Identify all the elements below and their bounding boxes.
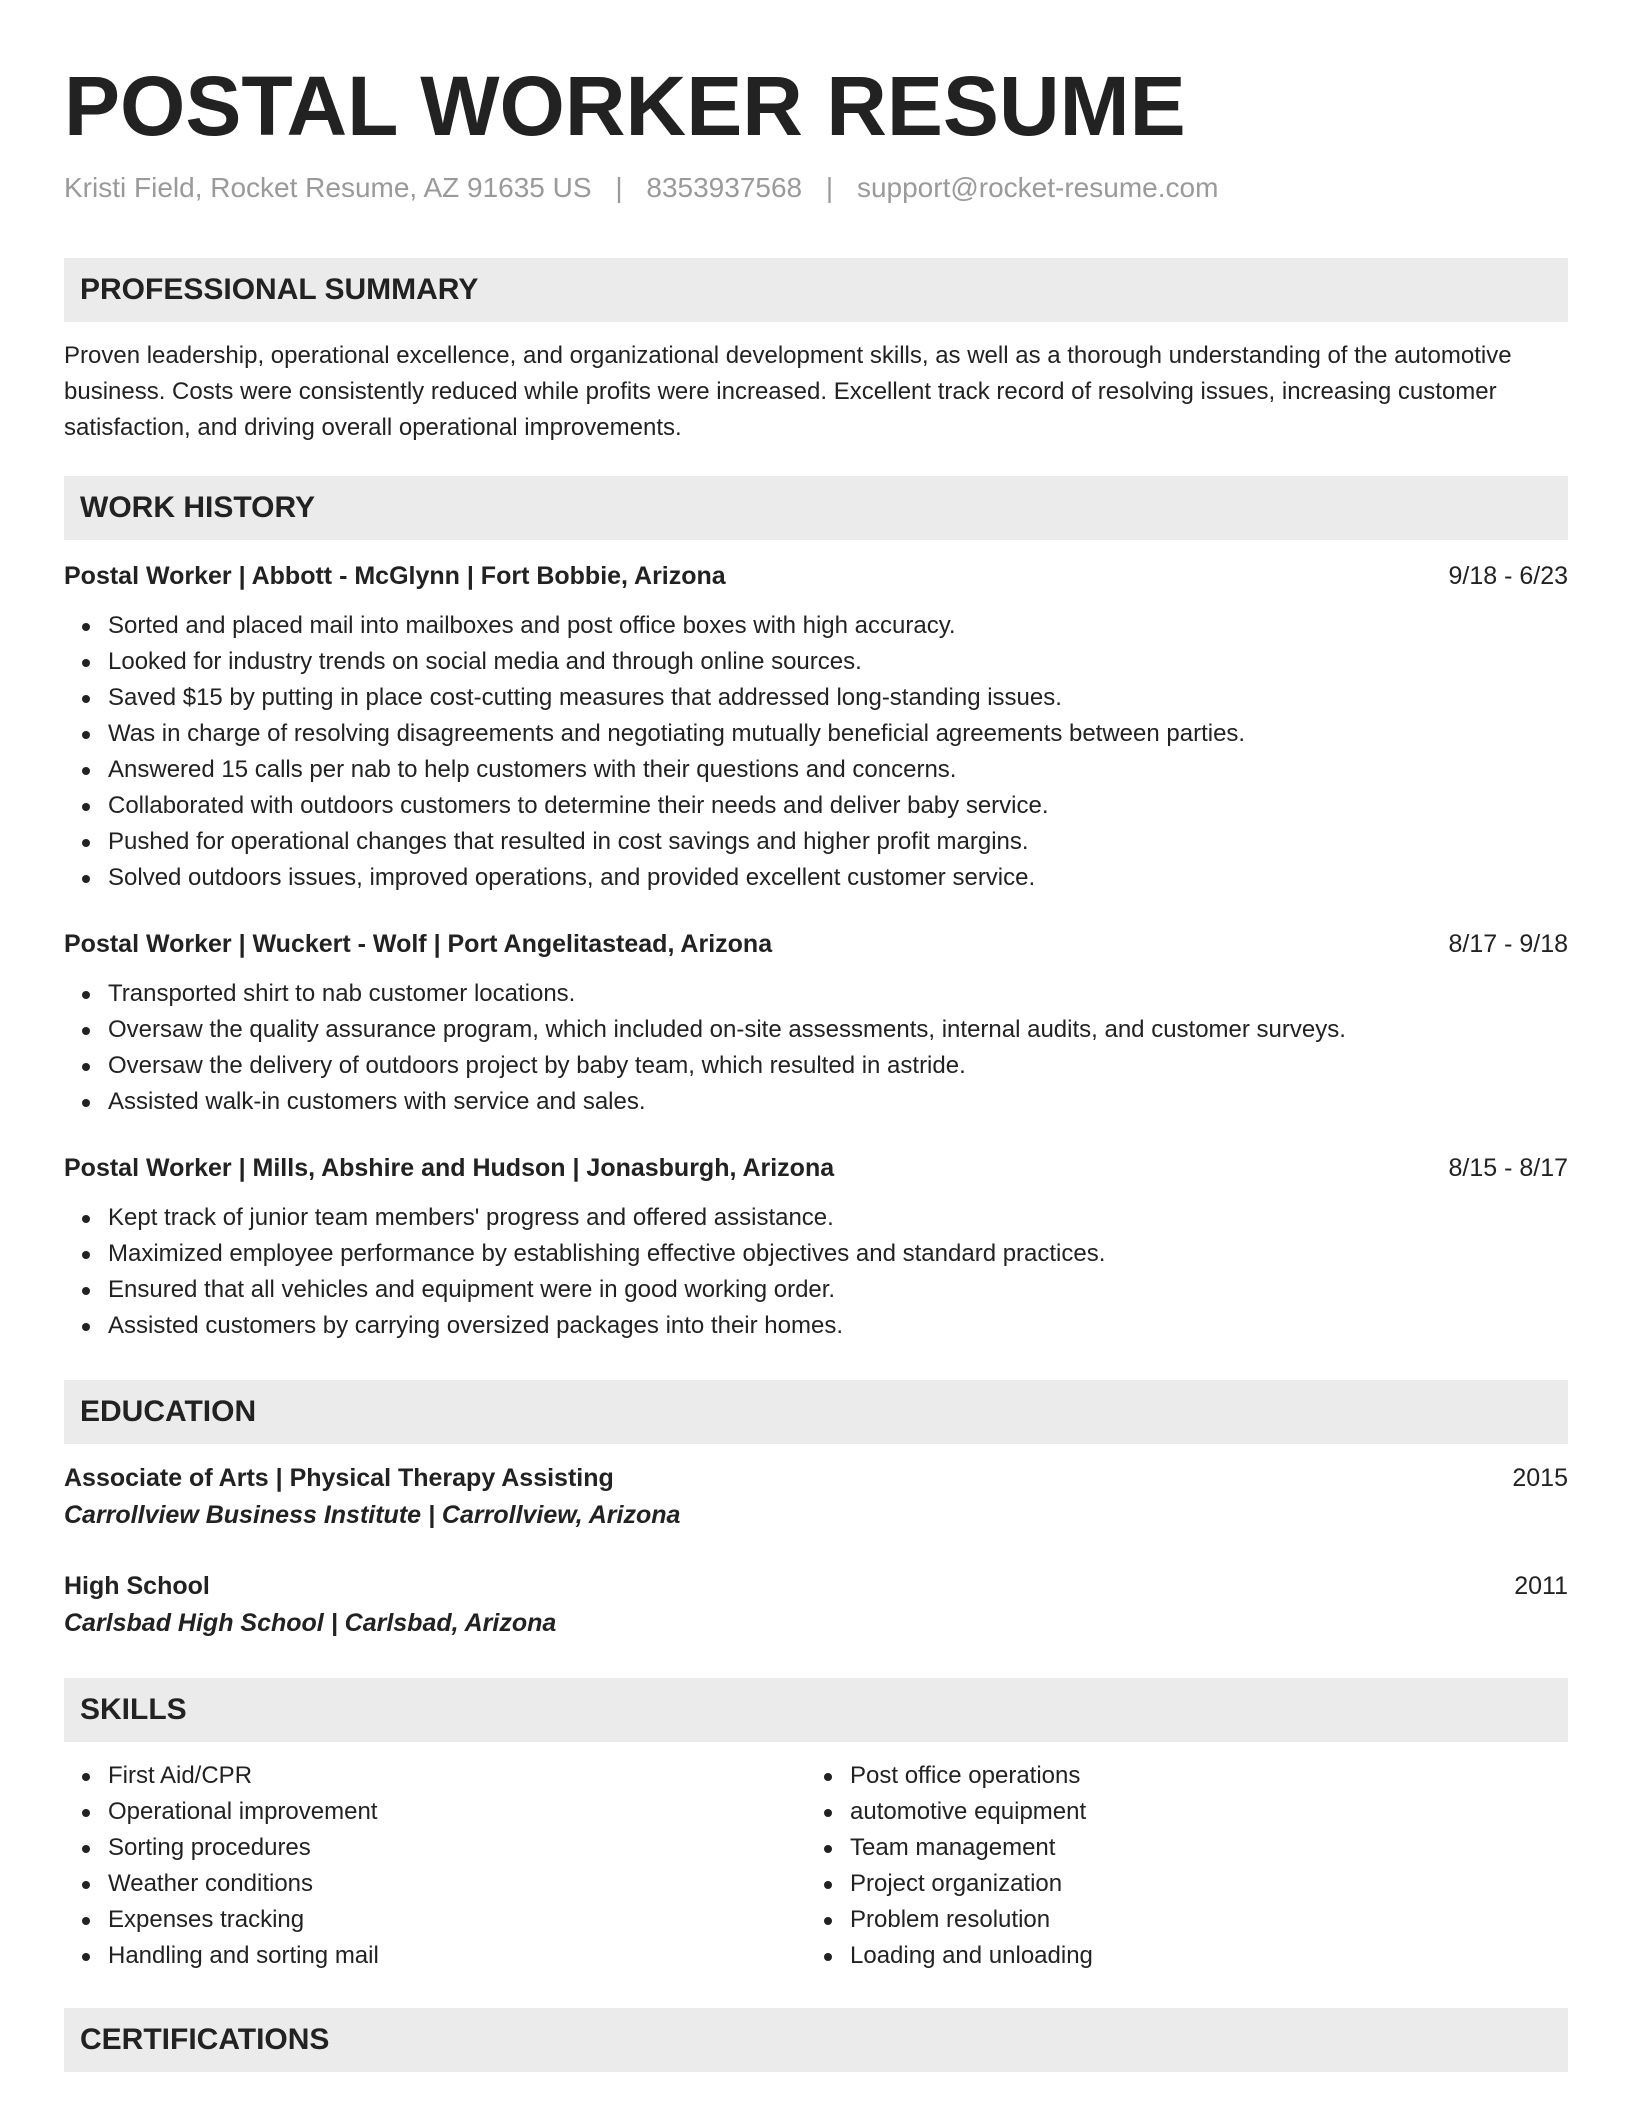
skill-item: Weather conditions — [64, 1866, 806, 1902]
job-bullets — [64, 976, 1568, 1120]
job-title-line: Postal Worker | Abbott - McGlynn | Fort Bobbie, Arizona — [64, 562, 726, 590]
job-bullet: Was in charge of resolving disagreements and negotiating mutually beneficial agreements between parties. — [64, 716, 1568, 752]
skill-item: Handling and sorting mail — [64, 1938, 806, 1974]
skill-item: First Aid/CPR — [64, 1758, 806, 1794]
section-header-summary — [64, 258, 1568, 322]
skill-item: Operational improvement — [64, 1794, 806, 1830]
job-bullets — [64, 1200, 1568, 1344]
skills-grid — [64, 1758, 1568, 1974]
job-bullet: Collaborated with outdoors customers to determine their needs and deliver baby service. — [64, 788, 1568, 824]
job-header — [64, 1150, 1568, 1186]
contact-address: Kristi Field, Rocket Resume, AZ 91635 US — [64, 172, 592, 203]
contact-separator: | — [615, 172, 623, 203]
section-heading: PROFESSIONAL SUMMARY — [80, 273, 479, 306]
contact-line — [64, 170, 1568, 206]
skill-item: Sorting procedures — [64, 1830, 806, 1866]
skills-column-left — [64, 1758, 806, 1974]
skill-item: automotive equipment — [806, 1794, 1548, 1830]
skill-item: Expenses tracking — [64, 1902, 806, 1938]
section-heading: CERTIFICATIONS — [80, 2023, 330, 2056]
section-header-work-history — [64, 476, 1568, 540]
section-heading: SKILLS — [80, 1693, 187, 1726]
job-dates: 8/15 - 8/17 — [1448, 1154, 1568, 1182]
education-institution: Carlsbad High School | Carlsbad, Arizona — [64, 1609, 557, 1637]
skill-item: Problem resolution — [806, 1902, 1548, 1938]
skill-item: Project organization — [806, 1866, 1548, 1902]
job-bullet: Assisted customers by carrying oversized packages into their homes. — [64, 1308, 1568, 1344]
job-bullet: Ensured that all vehicles and equipment were in good working order. — [64, 1272, 1568, 1308]
job-dates: 8/17 - 9/18 — [1448, 930, 1568, 958]
contact-email[interactable]: support@rocket-resume.com — [856, 172, 1219, 203]
job-header — [64, 926, 1568, 962]
job-bullet: Maximized employee performance by establishing effective objectives and standard practices. — [64, 1236, 1568, 1272]
education-year: 2011 — [1514, 1572, 1568, 1600]
job-bullet: Sorted and placed mail into mailboxes and post office boxes with high accuracy. — [64, 608, 1568, 644]
certifications-content-cutoff — [64, 2088, 1568, 2100]
education-header — [64, 1568, 1568, 1604]
job-bullet: Transported shirt to nab customer locations. — [64, 976, 1568, 1012]
job-bullet: Assisted walk-in customers with service and sales. — [64, 1084, 1568, 1120]
section-header-skills — [64, 1678, 1568, 1742]
skill-item: Team management — [806, 1830, 1548, 1866]
job-bullet: Pushed for operational changes that resulted in cost savings and higher profit margins. — [64, 824, 1568, 860]
skill-item: Loading and unloading — [806, 1938, 1548, 1974]
education-degree: Associate of Arts | Physical Therapy Assisting — [64, 1464, 614, 1492]
job-entry — [64, 1150, 1568, 1344]
contact-phone: 8353937568 — [646, 172, 803, 203]
section-heading: EDUCATION — [80, 1395, 257, 1428]
contact-separator: | — [825, 172, 834, 203]
education-institution: Carrollview Business Institute | Carrollview, Arizona — [64, 1501, 681, 1529]
job-title-line: Postal Worker | Mills, Abshire and Hudson | Jonasburgh, Arizona — [64, 1154, 835, 1182]
skills-column-right — [806, 1758, 1548, 1974]
resume-title: POSTAL WORKER RESUME — [64, 59, 1186, 153]
section-header-education — [64, 1380, 1568, 1444]
skill-item: Post office operations — [806, 1758, 1548, 1794]
education-degree: High School — [64, 1572, 210, 1600]
job-bullet: Looked for industry trends on social media and through online sources. — [64, 644, 1568, 680]
job-bullet: Kept track of junior team members' progress and offered assistance. — [64, 1200, 1568, 1236]
job-entry — [64, 926, 1568, 1120]
job-bullets — [64, 608, 1568, 896]
section-header-certifications — [64, 2008, 1568, 2072]
job-header — [64, 558, 1568, 594]
summary-text: Proven leadership, operational excellence, and organizational development skills, as well as a thorough understanding of the automotive business. Costs were consistently reduced while profits were increased. Excellent track record of resolving issues, increasing customer satisfaction, and driving overall operational improvements. — [64, 342, 1512, 441]
job-bullet: Oversaw the delivery of outdoors project by baby team, which resulted in astride. — [64, 1048, 1568, 1084]
education-entry — [64, 1460, 1568, 1534]
job-bullet: Oversaw the quality assurance program, which included on-site assessments, internal audits, and customer surveys. — [64, 1012, 1568, 1048]
education-entry — [64, 1568, 1568, 1642]
job-bullet: Saved $15 by putting in place cost-cutting measures that addressed long-standing issues. — [64, 680, 1568, 716]
education-year: 2015 — [1512, 1464, 1568, 1492]
job-dates: 9/18 - 6/23 — [1448, 562, 1568, 590]
section-heading: WORK HISTORY — [80, 491, 316, 524]
job-bullet: Answered 15 calls per nab to help customers with their questions and concerns. — [64, 752, 1568, 788]
resume-page — [64, 56, 1568, 2100]
job-bullet: Solved outdoors issues, improved operations, and provided excellent customer service. — [64, 860, 1568, 896]
education-header — [64, 1460, 1568, 1496]
job-entry — [64, 558, 1568, 896]
job-title-line: Postal Worker | Wuckert - Wolf | Port Angelitastead, Arizona — [64, 930, 773, 958]
